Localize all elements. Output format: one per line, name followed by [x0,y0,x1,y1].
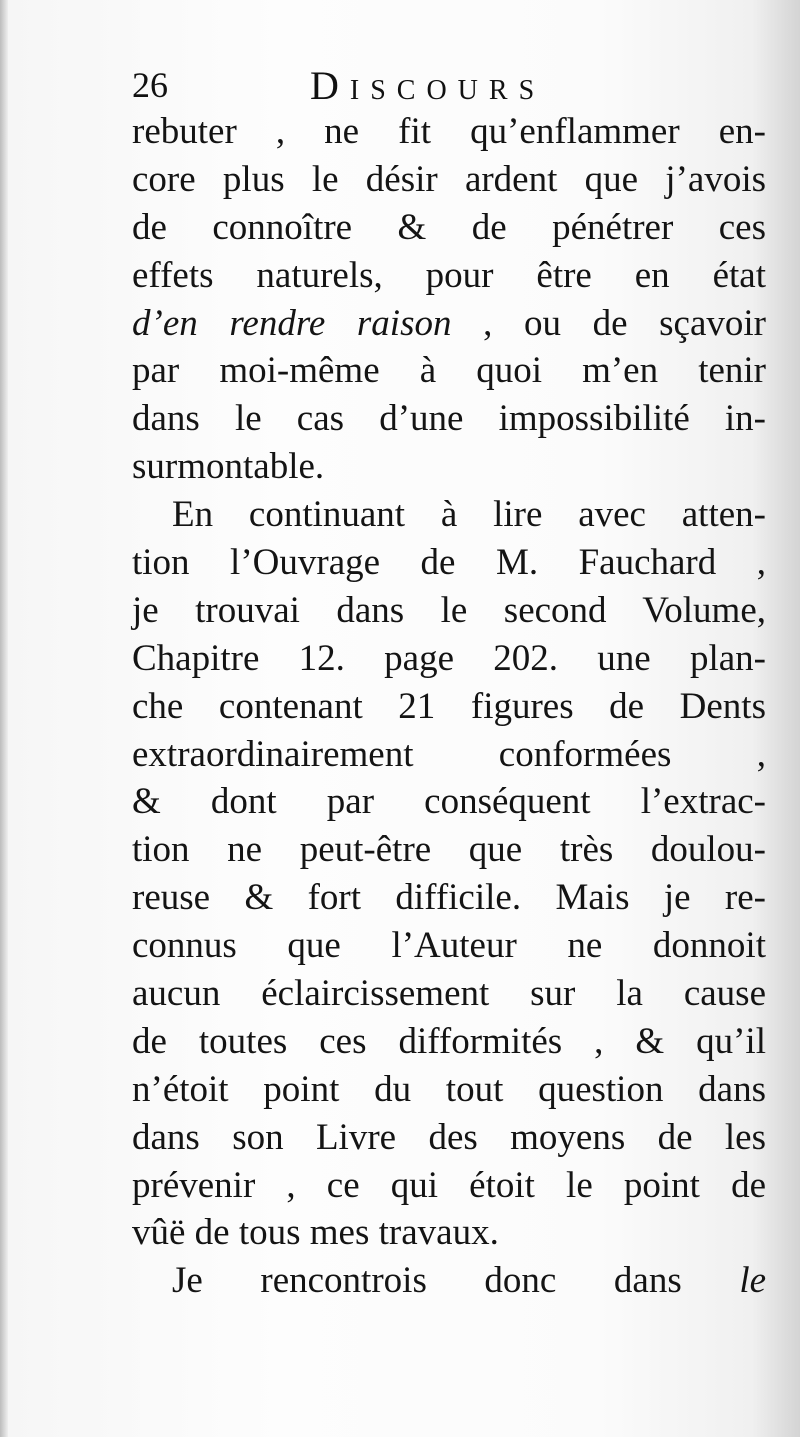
text-line: n’étoit point du tout question dans [132,1068,766,1110]
text-line: tion ne peut-être que très doulou- [132,829,766,871]
text-line [132,1257,766,1305]
running-head: Discours [310,63,546,108]
text-line: prévenir , ce qui étoit le point de [132,1164,766,1206]
text-line: tion l’Ouvrage de M. Fauchard , [132,542,766,584]
italic-catchword: le [739,1260,767,1302]
text-line: reuse & fort difficile. Mais je re- [132,877,766,919]
text-line: de connoître & de pénétrer ces [132,206,766,248]
text-line: connus que l’Auteur ne donnoit [132,925,766,967]
italic-phrase: d’en rendre raison [132,302,452,344]
text-fragment: , ou de sçavoir [451,302,766,344]
page-number: 26 [132,65,168,105]
text-line: aucun éclaircissement sur la cause [132,973,766,1015]
text-line: vûë de tous mes travaux. [132,1212,499,1254]
text-line: rebuter , ne fit qu’enflammer en- [132,111,766,152]
body-text [132,108,766,1305]
page-gutter-shadow [0,0,8,1437]
text-line: Chapitre 12. page 202. une plan- [132,637,766,679]
text-line: dans le cas d’une impossibilité in- [132,398,766,440]
text-line: che contenant 21 figures de Dents [132,685,766,727]
text-line: extraordinairement conformées , [132,733,766,775]
page-header [132,62,772,112]
text-line [132,300,766,348]
text-line: je trouvai dans le second Volume, [132,589,766,631]
text-line: de toutes ces difformités , & qu’il [132,1020,766,1062]
text-line: surmontable. [132,446,325,488]
text-line: En continuant à lire avec atten- [172,494,766,536]
text-line: par moi-même à quoi m’en tenir [132,350,766,392]
text-line: core plus le désir ardent que j’avois [132,158,766,200]
text-line: effets naturels, pour être en état [132,254,766,296]
text-line: & dont par conséquent l’extrac- [132,781,766,823]
text-line: dans son Livre des moyens de les [132,1116,766,1158]
text-fragment: Je rencontrois donc dans [172,1260,682,1302]
